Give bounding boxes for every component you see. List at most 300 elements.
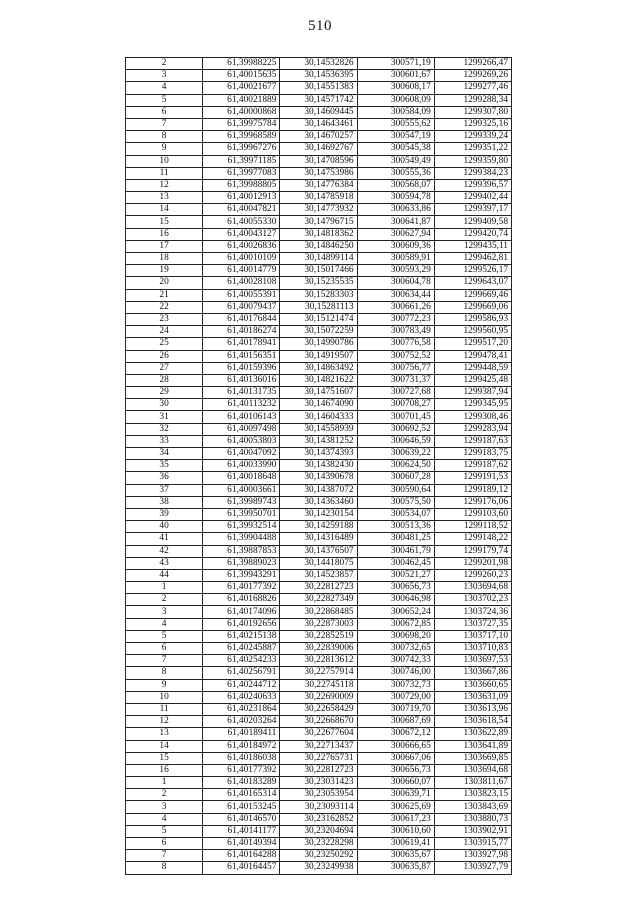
x-coordinate-cell: 300609,36: [357, 240, 434, 252]
x-coordinate-cell: 300698,20: [357, 630, 434, 642]
longitude-cell: 30,22757914: [280, 667, 357, 679]
y-coordinate-cell: 1299397,17: [434, 204, 511, 216]
y-coordinate-cell: 1299176,06: [434, 496, 511, 508]
latitude-cell: 61,40053803: [203, 435, 280, 447]
latitude-cell: 61,40153245: [203, 801, 280, 813]
longitude-cell: 30,15283303: [280, 289, 357, 301]
coordinates-table: [125, 57, 512, 875]
table-row: [126, 253, 512, 265]
table-row: [126, 508, 512, 520]
y-coordinate-cell: 1299643,07: [434, 277, 511, 289]
table-row: [126, 545, 512, 557]
x-coordinate-cell: 300608,09: [357, 94, 434, 106]
point-number-cell: 18: [126, 253, 203, 265]
x-coordinate-cell: 300584,09: [357, 106, 434, 118]
latitude-cell: 61,40186038: [203, 752, 280, 764]
point-number-cell: 17: [126, 240, 203, 252]
x-coordinate-cell: 300656,73: [357, 764, 434, 776]
y-coordinate-cell: 1299307,80: [434, 106, 511, 118]
y-coordinate-cell: 1303697,53: [434, 655, 511, 667]
point-number-cell: 40: [126, 521, 203, 533]
latitude-cell: 61,40231864: [203, 703, 280, 715]
point-number-cell: 12: [126, 716, 203, 728]
y-coordinate-cell: 1299359,80: [434, 155, 511, 167]
point-number-cell: 9: [126, 143, 203, 155]
longitude-cell: 30,14316489: [280, 533, 357, 545]
table-row: [126, 338, 512, 350]
x-coordinate-cell: 300607,28: [357, 472, 434, 484]
longitude-cell: 30,15017466: [280, 265, 357, 277]
latitude-cell: 61,39889023: [203, 557, 280, 569]
longitude-cell: 30,14751607: [280, 387, 357, 399]
point-number-cell: 28: [126, 374, 203, 386]
longitude-cell: 30,14899114: [280, 253, 357, 265]
latitude-cell: 61,39943291: [203, 569, 280, 581]
y-coordinate-cell: 1299586,93: [434, 313, 511, 325]
latitude-cell: 61,40149394: [203, 838, 280, 850]
longitude-cell: 30,14376507: [280, 545, 357, 557]
table-row: [126, 789, 512, 801]
latitude-cell: 61,40012913: [203, 192, 280, 204]
y-coordinate-cell: 1303618,54: [434, 716, 511, 728]
table-row: [126, 301, 512, 313]
table-row: [126, 825, 512, 837]
latitude-cell: 61,39887853: [203, 545, 280, 557]
y-coordinate-cell: 1299201,98: [434, 557, 511, 569]
longitude-cell: 30,22745118: [280, 679, 357, 691]
longitude-cell: 30,14753986: [280, 167, 357, 179]
x-coordinate-cell: 300589,91: [357, 253, 434, 265]
latitude-cell: 61,40014779: [203, 265, 280, 277]
y-coordinate-cell: 1299478,41: [434, 350, 511, 362]
point-number-cell: 37: [126, 484, 203, 496]
table-row: [126, 862, 512, 874]
latitude-cell: 61,39971185: [203, 155, 280, 167]
x-coordinate-cell: 300672,12: [357, 728, 434, 740]
y-coordinate-cell: 1299288,34: [434, 94, 511, 106]
point-number-cell: 9: [126, 679, 203, 691]
table-row: [126, 472, 512, 484]
longitude-cell: 30,14692767: [280, 143, 357, 155]
y-coordinate-cell: 1299103,60: [434, 508, 511, 520]
x-coordinate-cell: 300555,36: [357, 167, 434, 179]
y-coordinate-cell: 1299179,74: [434, 545, 511, 557]
x-coordinate-cell: 300534,07: [357, 508, 434, 520]
x-coordinate-cell: 300727,68: [357, 387, 434, 399]
y-coordinate-cell: 1299266,47: [434, 58, 511, 70]
table-row: [126, 155, 512, 167]
x-coordinate-cell: 300633,86: [357, 204, 434, 216]
point-number-cell: 31: [126, 411, 203, 423]
point-number-cell: 20: [126, 277, 203, 289]
y-coordinate-cell: 1303622,89: [434, 728, 511, 740]
x-coordinate-cell: 300604,78: [357, 277, 434, 289]
y-coordinate-cell: 1299345,95: [434, 399, 511, 411]
longitude-cell: 30,23162852: [280, 813, 357, 825]
y-coordinate-cell: 1303724,36: [434, 606, 511, 618]
longitude-cell: 30,14381252: [280, 435, 357, 447]
table-row: [126, 70, 512, 82]
longitude-cell: 30,23228298: [280, 838, 357, 850]
y-coordinate-cell: 1299183,75: [434, 448, 511, 460]
latitude-cell: 61,40026836: [203, 240, 280, 252]
x-coordinate-cell: 300752,52: [357, 350, 434, 362]
table-row: [126, 460, 512, 472]
point-number-cell: 16: [126, 228, 203, 240]
x-coordinate-cell: 300687,69: [357, 716, 434, 728]
y-coordinate-cell: 1303927,98: [434, 850, 511, 862]
table-row: [126, 131, 512, 143]
longitude-cell: 30,14990786: [280, 338, 357, 350]
latitude-cell: 61,39989743: [203, 496, 280, 508]
y-coordinate-cell: 1299384,23: [434, 167, 511, 179]
x-coordinate-cell: 300549,49: [357, 155, 434, 167]
latitude-cell: 61,40183289: [203, 777, 280, 789]
point-number-cell: 22: [126, 301, 203, 313]
latitude-cell: 61,40164457: [203, 862, 280, 874]
table-row: [126, 192, 512, 204]
latitude-cell: 61,40003661: [203, 484, 280, 496]
y-coordinate-cell: 1299517,20: [434, 338, 511, 350]
x-coordinate-cell: 300731,37: [357, 374, 434, 386]
x-coordinate-cell: 300624,50: [357, 460, 434, 472]
x-coordinate-cell: 300701,45: [357, 411, 434, 423]
table-row: [126, 594, 512, 606]
y-coordinate-cell: 1299669,46: [434, 289, 511, 301]
table-row: [126, 679, 512, 691]
point-number-cell: 30: [126, 399, 203, 411]
table-row: [126, 716, 512, 728]
table-row: [126, 764, 512, 776]
table-row: [126, 448, 512, 460]
table-row: [126, 521, 512, 533]
x-coordinate-cell: 300732,65: [357, 643, 434, 655]
point-number-cell: 5: [126, 825, 203, 837]
latitude-cell: 61,40047092: [203, 448, 280, 460]
x-coordinate-cell: 300635,87: [357, 862, 434, 874]
table-row: [126, 216, 512, 228]
y-coordinate-cell: 1299402,44: [434, 192, 511, 204]
longitude-cell: 30,14230154: [280, 508, 357, 520]
x-coordinate-cell: 300776,58: [357, 338, 434, 350]
table-row: [126, 106, 512, 118]
y-coordinate-cell: 1299526,17: [434, 265, 511, 277]
table-row: [126, 204, 512, 216]
x-coordinate-cell: 300719,70: [357, 703, 434, 715]
latitude-cell: 61,39968589: [203, 131, 280, 143]
y-coordinate-cell: 1303927,79: [434, 862, 511, 874]
longitude-cell: 30,15281113: [280, 301, 357, 313]
point-number-cell: 7: [126, 655, 203, 667]
point-number-cell: 14: [126, 740, 203, 752]
x-coordinate-cell: 300661,26: [357, 301, 434, 313]
y-coordinate-cell: 1299425,48: [434, 374, 511, 386]
y-coordinate-cell: 1299269,26: [434, 70, 511, 82]
x-coordinate-cell: 300619,41: [357, 838, 434, 850]
latitude-cell: 61,40156351: [203, 350, 280, 362]
table-row: [126, 533, 512, 545]
table-row: [126, 58, 512, 70]
latitude-cell: 61,40178941: [203, 338, 280, 350]
table-row: [126, 277, 512, 289]
longitude-cell: 30,22852519: [280, 630, 357, 642]
table-row: [126, 326, 512, 338]
point-number-cell: 13: [126, 728, 203, 740]
latitude-cell: 61,40174096: [203, 606, 280, 618]
x-coordinate-cell: 300627,94: [357, 228, 434, 240]
latitude-cell: 61,40176844: [203, 313, 280, 325]
latitude-cell: 61,40177392: [203, 582, 280, 594]
longitude-cell: 30,14670257: [280, 131, 357, 143]
table-row: [126, 240, 512, 252]
longitude-cell: 30,14796715: [280, 216, 357, 228]
longitude-cell: 30,14846250: [280, 240, 357, 252]
point-number-cell: 41: [126, 533, 203, 545]
x-coordinate-cell: 300601,67: [357, 70, 434, 82]
point-number-cell: 4: [126, 82, 203, 94]
table-row: [126, 118, 512, 130]
table-row: [126, 703, 512, 715]
x-coordinate-cell: 300708,27: [357, 399, 434, 411]
latitude-cell: 61,40186274: [203, 326, 280, 338]
longitude-cell: 30,22677604: [280, 728, 357, 740]
y-coordinate-cell: 1299260,23: [434, 569, 511, 581]
longitude-cell: 30,14609445: [280, 106, 357, 118]
latitude-cell: 61,40177392: [203, 764, 280, 776]
latitude-cell: 61,40018648: [203, 472, 280, 484]
latitude-cell: 61,40131735: [203, 387, 280, 399]
table-row: [126, 167, 512, 179]
latitude-cell: 61,39967276: [203, 143, 280, 155]
point-number-cell: 13: [126, 192, 203, 204]
x-coordinate-cell: 300646,98: [357, 594, 434, 606]
point-number-cell: 5: [126, 94, 203, 106]
point-number-cell: 32: [126, 423, 203, 435]
longitude-cell: 30,14551383: [280, 82, 357, 94]
y-coordinate-cell: 1299283,94: [434, 423, 511, 435]
y-coordinate-cell: 1303811,67: [434, 777, 511, 789]
point-number-cell: 16: [126, 764, 203, 776]
table-row: [126, 643, 512, 655]
y-coordinate-cell: 1299118,52: [434, 521, 511, 533]
longitude-cell: 30,14363460: [280, 496, 357, 508]
point-number-cell: 3: [126, 606, 203, 618]
x-coordinate-cell: 300660,07: [357, 777, 434, 789]
table-row: [126, 557, 512, 569]
x-coordinate-cell: 300545,38: [357, 143, 434, 155]
coordinates-table-body: [126, 58, 512, 875]
x-coordinate-cell: 300667,06: [357, 752, 434, 764]
point-number-cell: 36: [126, 472, 203, 484]
latitude-cell: 61,40256791: [203, 667, 280, 679]
table-row: [126, 606, 512, 618]
x-coordinate-cell: 300746,00: [357, 667, 434, 679]
x-coordinate-cell: 300513,36: [357, 521, 434, 533]
y-coordinate-cell: 1299148,22: [434, 533, 511, 545]
latitude-cell: 61,40000868: [203, 106, 280, 118]
latitude-cell: 61,39950701: [203, 508, 280, 520]
longitude-cell: 30,14382430: [280, 460, 357, 472]
x-coordinate-cell: 300568,07: [357, 179, 434, 191]
table-row: [126, 143, 512, 155]
table-row: [126, 362, 512, 374]
point-number-cell: 7: [126, 118, 203, 130]
point-number-cell: 12: [126, 179, 203, 191]
table-row: [126, 399, 512, 411]
point-number-cell: 33: [126, 435, 203, 447]
point-number-cell: 44: [126, 569, 203, 581]
longitude-cell: 30,14387072: [280, 484, 357, 496]
latitude-cell: 61,40033990: [203, 460, 280, 472]
x-coordinate-cell: 300756,77: [357, 362, 434, 374]
table-row: [126, 496, 512, 508]
point-number-cell: 15: [126, 216, 203, 228]
longitude-cell: 30,22839006: [280, 643, 357, 655]
longitude-cell: 30,14418075: [280, 557, 357, 569]
table-row: [126, 289, 512, 301]
table-row: [126, 484, 512, 496]
table-row: [126, 411, 512, 423]
latitude-cell: 61,40021677: [203, 82, 280, 94]
y-coordinate-cell: 1303694,68: [434, 582, 511, 594]
x-coordinate-cell: 300656,73: [357, 582, 434, 594]
y-coordinate-cell: 1303727,35: [434, 618, 511, 630]
point-number-cell: 3: [126, 70, 203, 82]
latitude-cell: 61,40079437: [203, 301, 280, 313]
point-number-cell: 8: [126, 667, 203, 679]
y-coordinate-cell: 1303669,85: [434, 752, 511, 764]
x-coordinate-cell: 300617,23: [357, 813, 434, 825]
y-coordinate-cell: 1303694,68: [434, 764, 511, 776]
latitude-cell: 61,40192656: [203, 618, 280, 630]
longitude-cell: 30,14821622: [280, 374, 357, 386]
table-row: [126, 728, 512, 740]
latitude-cell: 61,40168826: [203, 594, 280, 606]
x-coordinate-cell: 300639,71: [357, 789, 434, 801]
longitude-cell: 30,14674090: [280, 399, 357, 411]
y-coordinate-cell: 1299191,53: [434, 472, 511, 484]
longitude-cell: 30,22827349: [280, 594, 357, 606]
point-number-cell: 43: [126, 557, 203, 569]
table-row: [126, 740, 512, 752]
latitude-cell: 61,40043127: [203, 228, 280, 240]
longitude-cell: 30,22690009: [280, 691, 357, 703]
point-number-cell: 29: [126, 387, 203, 399]
latitude-cell: 61,40254233: [203, 655, 280, 667]
longitude-cell: 30,14390678: [280, 472, 357, 484]
point-number-cell: 11: [126, 167, 203, 179]
y-coordinate-cell: 1303717,10: [434, 630, 511, 642]
x-coordinate-cell: 300639,22: [357, 448, 434, 460]
latitude-cell: 61,40055391: [203, 289, 280, 301]
table-row: [126, 569, 512, 581]
point-number-cell: 4: [126, 618, 203, 630]
point-number-cell: 5: [126, 630, 203, 642]
y-coordinate-cell: 1303613,96: [434, 703, 511, 715]
point-number-cell: 1: [126, 582, 203, 594]
longitude-cell: 30,14604333: [280, 411, 357, 423]
point-number-cell: 4: [126, 813, 203, 825]
longitude-cell: 30,14374393: [280, 448, 357, 460]
latitude-cell: 61,39932514: [203, 521, 280, 533]
longitude-cell: 30,14773932: [280, 204, 357, 216]
latitude-cell: 61,39904488: [203, 533, 280, 545]
y-coordinate-cell: 1303660,65: [434, 679, 511, 691]
latitude-cell: 61,40146570: [203, 813, 280, 825]
table-row: [126, 582, 512, 594]
longitude-cell: 30,23250292: [280, 850, 357, 862]
x-coordinate-cell: 300481,25: [357, 533, 434, 545]
y-coordinate-cell: 1299277,46: [434, 82, 511, 94]
longitude-cell: 30,14919507: [280, 350, 357, 362]
x-coordinate-cell: 300462,45: [357, 557, 434, 569]
longitude-cell: 30,22658429: [280, 703, 357, 715]
y-coordinate-cell: 1299669,06: [434, 301, 511, 313]
latitude-cell: 61,39975784: [203, 118, 280, 130]
y-coordinate-cell: 1299448,59: [434, 362, 511, 374]
y-coordinate-cell: 1303843,69: [434, 801, 511, 813]
point-number-cell: 6: [126, 643, 203, 655]
point-number-cell: 1: [126, 777, 203, 789]
longitude-cell: 30,15121474: [280, 313, 357, 325]
table-row: [126, 94, 512, 106]
latitude-cell: 61,40113232: [203, 399, 280, 411]
table-row: [126, 667, 512, 679]
y-coordinate-cell: 1303631,09: [434, 691, 511, 703]
latitude-cell: 61,40055330: [203, 216, 280, 228]
latitude-cell: 61,40141177: [203, 825, 280, 837]
latitude-cell: 61,40047821: [203, 204, 280, 216]
longitude-cell: 30,22765731: [280, 752, 357, 764]
latitude-cell: 61,40106143: [203, 411, 280, 423]
x-coordinate-cell: 300610,60: [357, 825, 434, 837]
x-coordinate-cell: 300461,79: [357, 545, 434, 557]
x-coordinate-cell: 300729,00: [357, 691, 434, 703]
longitude-cell: 30,22868485: [280, 606, 357, 618]
y-coordinate-cell: 1303902,91: [434, 825, 511, 837]
x-coordinate-cell: 300742,33: [357, 655, 434, 667]
x-coordinate-cell: 300593,29: [357, 265, 434, 277]
longitude-cell: 30,15235535: [280, 277, 357, 289]
x-coordinate-cell: 300571,19: [357, 58, 434, 70]
y-coordinate-cell: 1303702,23: [434, 594, 511, 606]
point-number-cell: 24: [126, 326, 203, 338]
x-coordinate-cell: 300772,23: [357, 313, 434, 325]
y-coordinate-cell: 1299339,24: [434, 131, 511, 143]
table-row: [126, 752, 512, 764]
point-number-cell: 23: [126, 313, 203, 325]
point-number-cell: 38: [126, 496, 203, 508]
point-number-cell: 8: [126, 131, 203, 143]
longitude-cell: 30,23053954: [280, 789, 357, 801]
point-number-cell: 14: [126, 204, 203, 216]
y-coordinate-cell: 1303880,73: [434, 813, 511, 825]
latitude-cell: 61,40136016: [203, 374, 280, 386]
table-row: [126, 691, 512, 703]
point-number-cell: 2: [126, 58, 203, 70]
x-coordinate-cell: 300590,64: [357, 484, 434, 496]
longitude-cell: 30,14785918: [280, 192, 357, 204]
longitude-cell: 30,22873003: [280, 618, 357, 630]
y-coordinate-cell: 1299325,16: [434, 118, 511, 130]
y-coordinate-cell: 1299396,57: [434, 179, 511, 191]
latitude-cell: 61,40215138: [203, 630, 280, 642]
point-number-cell: 3: [126, 801, 203, 813]
point-number-cell: 27: [126, 362, 203, 374]
latitude-cell: 61,40203264: [203, 716, 280, 728]
table-row: [126, 82, 512, 94]
page-number: 510: [308, 18, 332, 34]
